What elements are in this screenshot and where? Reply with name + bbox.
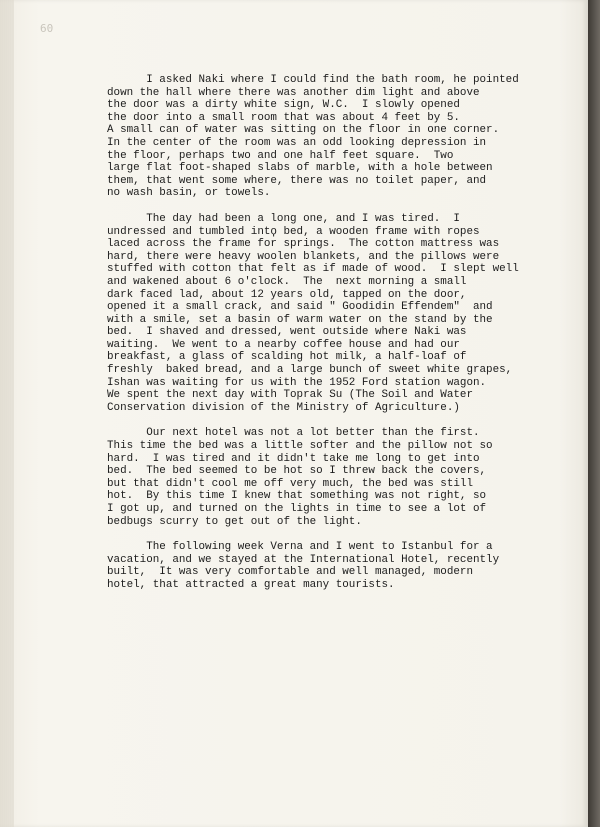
paragraph-bathroom: I asked Naki where I could find the bath room, he pointed down the hall where there was another dim light and above the door was a dirty white sign, W.C. I slowly opened the door into a small room that was about 4 feet by 5. A small can of water was sitting on the floor in one corner. In the center of the room was an odd looking depression in the floor, perhaps two and one half feet square. Two large flat foot-shaped slabs of marble, with a hole between them, that went some where, there was no toilet paper, and no wash basin, or towels. — [107, 74, 519, 200]
paragraph-istanbul: The following week Verna and I went to Istanbul for a vacation, and we stayed at the International Hotel, recently built, It was very comfortable and well managed, modern hotel, that attracted a great many tourists. — [107, 541, 500, 591]
page-stack-edge — [0, 0, 14, 827]
book-gutter-shadow — [588, 0, 600, 827]
body-text — [107, 74, 577, 605]
page-number: 60 — [40, 22, 54, 35]
paragraph-first-morning: The day had been a long one, and I was tired. I undressed and tumbled intϙ bed, a wooden frame with ropes laced across the frame for springs. The cotton mattress was hard, there were heavy woolen blankets, and the pillows were stuffed with cotton that felt as if made of wood. I slept well and wakened about 6 o'clock. The next morning a small dark faced lad, about 12 years old, tapped on the door, opened it a small crack, and said " Goodidin Effendem" and with a smile, set a basin of warm water on the stand by the bed. I shaved and dressed, went outside where Naki was waiting. We went to a nearby coffee house and had our breakfast, a glass of scalding hot milk, a half-loaf of freshly baked bread, and a large bunch of sweet white grapes, Ishan was waiting for us with the 1952 Ford station wagon. We spent the next day with Toprak Su (The Soil and Water Conservation division of the Ministry of Agriculture.) — [107, 212, 519, 414]
paragraph-next-hotel: Our next hotel was not a lot better than the first. This time the bed was a little softer and the pillow not so hard. I was tired and it didn't take me long to get into bed. The bed seemed to be hot so I threw back the covers, but that didn't cool me off very much, the bed was still hot. By this time I knew that something was not right, so I got up, and turned on the lights in time to see a lot of bedbugs scurry to get out of the light. — [107, 427, 493, 528]
